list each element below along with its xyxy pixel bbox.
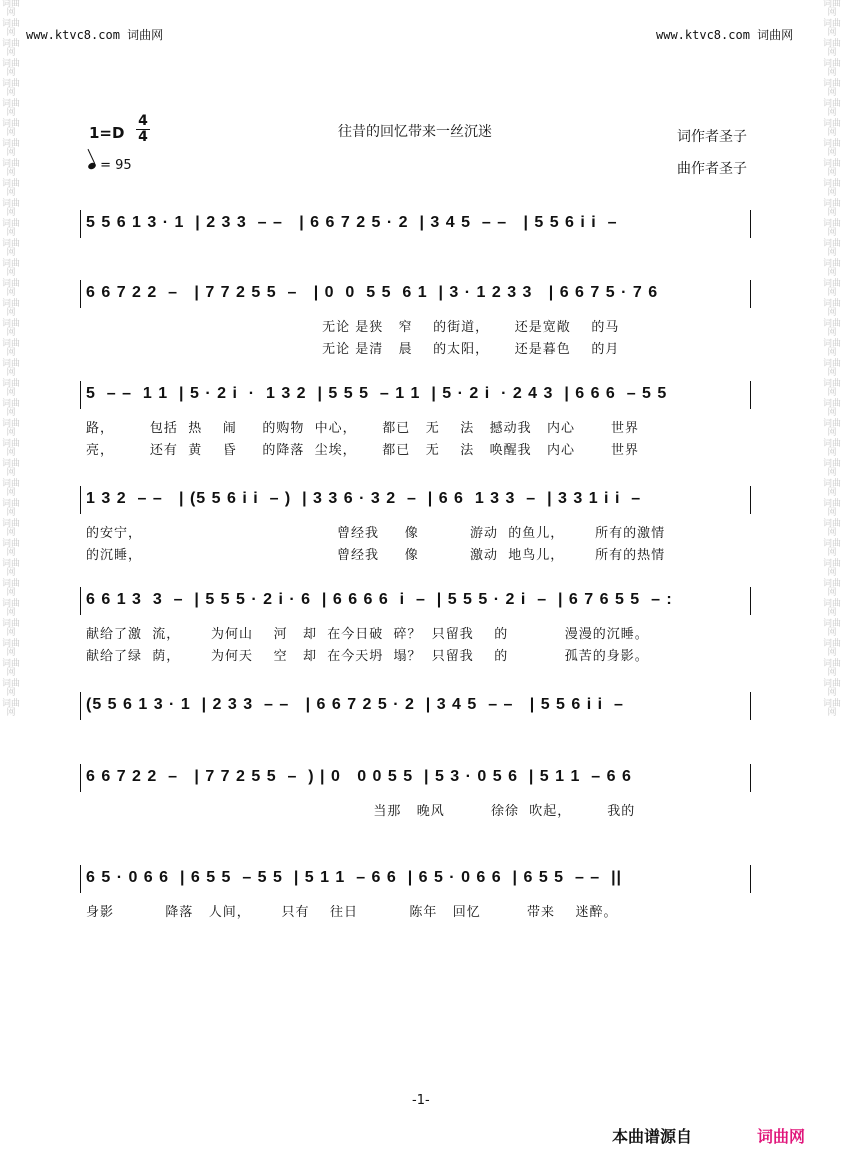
bar-line bbox=[80, 210, 81, 238]
source-logo[interactable]: 词曲网 bbox=[757, 1127, 806, 1146]
edge-watermark-text: 词曲网 bbox=[823, 479, 841, 498]
notation-line: 5 – – 1 1 | 5 · 2 i · 1 3 2 | 5 5 5 – 1 1 | 5 · 2 i · 2 4 3 | 6 6 6 – 5 5 bbox=[86, 385, 668, 402]
time-signature-top: 4 bbox=[138, 113, 148, 129]
edge-watermark-text: 词曲网 bbox=[2, 79, 20, 98]
edge-watermark-text: 词曲网 bbox=[2, 59, 20, 78]
edge-watermark-text: 词曲网 bbox=[2, 559, 20, 578]
edge-watermark-text: 词曲网 bbox=[823, 319, 841, 338]
bar-line bbox=[750, 764, 751, 792]
notation-line: 6 6 1 3 3 – | 5 5 5 · 2 i · 6 | 6 6 6 6 i – | 5 5 5 · 2 i – | 6 7 6 5 5 – : bbox=[86, 591, 673, 608]
edge-watermark-text: 词曲网 bbox=[2, 39, 20, 58]
edge-watermark-text: 词曲网 bbox=[2, 599, 20, 618]
edge-watermark-text: 词曲网 bbox=[2, 679, 20, 698]
edge-watermark-text: 词曲网 bbox=[823, 139, 841, 158]
edge-watermark-text: 词曲网 bbox=[823, 359, 841, 378]
edge-watermark-text: 词曲网 bbox=[823, 579, 841, 598]
edge-watermark-text: 词曲网 bbox=[2, 179, 20, 198]
edge-watermark-text: 词曲网 bbox=[2, 639, 20, 658]
edge-watermark-text: 词曲网 bbox=[823, 79, 841, 98]
edge-watermark-text: 词曲网 bbox=[2, 439, 20, 458]
edge-watermark-text: 词曲网 bbox=[2, 99, 20, 118]
bar-line bbox=[80, 381, 81, 409]
edge-watermark-text: 词曲网 bbox=[823, 659, 841, 678]
edge-watermark-text: 词曲网 bbox=[2, 659, 20, 678]
edge-watermark-text: 词曲网 bbox=[823, 299, 841, 318]
edge-watermark-text: 词曲网 bbox=[2, 699, 20, 718]
lyric-line: 当那 晚风 徐徐 吹起， 我的 bbox=[86, 804, 636, 819]
source-label: 本曲谱源自 bbox=[612, 1127, 693, 1146]
edge-watermark-text: 词曲网 bbox=[823, 639, 841, 658]
edge-watermark-text: 词曲网 bbox=[823, 379, 841, 398]
edge-watermark-text: 词曲网 bbox=[823, 279, 841, 298]
edge-watermark-text: 词曲网 bbox=[2, 499, 20, 518]
bar-line bbox=[750, 587, 751, 615]
edge-watermark-text: 词曲网 bbox=[2, 459, 20, 478]
lyric-line: 亮， 还有 黄 昏 的降落 尘埃， 都已 无 法 唤醒我 内心 世界 bbox=[86, 443, 639, 458]
bar-line bbox=[750, 865, 751, 893]
quarter-note-icon bbox=[87, 162, 97, 171]
edge-watermark-text: 词曲网 bbox=[2, 0, 20, 18]
bar-line bbox=[80, 280, 81, 308]
page-number: -1- bbox=[412, 1093, 430, 1108]
bar-line bbox=[80, 764, 81, 792]
edge-watermark-text: 词曲网 bbox=[823, 59, 841, 78]
bar-line bbox=[80, 587, 81, 615]
notation-line: 1 3 2 – – | (5 5 6 i i – ) | 3 3 6 · 3 2 – | 6 6 1 3 3 – | 3 3 1 i i – bbox=[86, 490, 642, 507]
edge-watermark-text: 词曲网 bbox=[2, 479, 20, 498]
edge-watermark-text: 词曲网 bbox=[823, 539, 841, 558]
edge-watermark-text: 词曲网 bbox=[2, 239, 20, 258]
lyric-line: 身影 降落 人间， 只有 往日 陈年 回忆 带来 迷醉。 bbox=[86, 905, 618, 920]
edge-watermark-text: 词曲网 bbox=[823, 439, 841, 458]
lyric-line: 无论 是狭 窄 的街道， 还是宽敞 的马 bbox=[86, 320, 620, 335]
edge-watermark-text: 词曲网 bbox=[823, 159, 841, 178]
edge-watermark-text: 词曲网 bbox=[2, 299, 20, 318]
edge-watermark-text: 词曲网 bbox=[823, 259, 841, 278]
edge-watermark-text: 词曲网 bbox=[2, 379, 20, 398]
tempo-marking bbox=[88, 158, 132, 173]
edge-watermark-text: 词曲网 bbox=[2, 199, 20, 218]
bar-line bbox=[80, 692, 81, 720]
edge-watermark-text: 词曲网 bbox=[2, 579, 20, 598]
bar-line bbox=[80, 865, 81, 893]
notation-line: 5 5 6 1 3 · 1 | 2 3 3 – – | 6 6 7 2 5 · 2 | 3 4 5 – – | 5 5 6 i i – bbox=[86, 214, 618, 231]
edge-watermark-text: 词曲网 bbox=[2, 279, 20, 298]
edge-watermark-text: 词曲网 bbox=[2, 259, 20, 278]
notation-line: 6 6 7 2 2 – | 7 7 2 5 5 – ) | 0 0 0 5 5 | 5 3 · 0 5 6 | 5 1 1 – 6 6 bbox=[86, 768, 632, 785]
edge-watermark-text: 词曲网 bbox=[823, 419, 841, 438]
bar-line bbox=[80, 486, 81, 514]
song-title: 往昔的回忆带来一丝沉迷 bbox=[338, 124, 492, 140]
edge-watermark-text: 词曲网 bbox=[823, 559, 841, 578]
bar-line bbox=[750, 486, 751, 514]
edge-watermark-text: 词曲网 bbox=[823, 199, 841, 218]
edge-watermark-text: 词曲网 bbox=[823, 179, 841, 198]
time-signature bbox=[136, 114, 150, 145]
bar-line bbox=[750, 210, 751, 238]
edge-watermark-text: 词曲网 bbox=[2, 159, 20, 178]
lyric-line: 无论 是清 晨 的太阳， 还是暮色 的月 bbox=[86, 342, 620, 357]
edge-watermark-text: 词曲网 bbox=[2, 399, 20, 418]
notation-line: (5 5 6 1 3 · 1 | 2 3 3 – – | 6 6 7 2 5 · 2 | 3 4 5 – – | 5 5 6 i i – bbox=[86, 696, 624, 713]
edge-watermark-text: 词曲网 bbox=[2, 119, 20, 138]
site-url-right[interactable]: www.ktvc8.com 词曲网 bbox=[656, 28, 794, 42]
edge-watermark-text: 词曲网 bbox=[823, 459, 841, 478]
bar-line bbox=[750, 692, 751, 720]
edge-watermark-text: 词曲网 bbox=[823, 339, 841, 358]
edge-watermark-text: 词曲网 bbox=[823, 19, 841, 38]
edge-watermark-text: 词曲网 bbox=[823, 99, 841, 118]
edge-watermark-text: 词曲网 bbox=[823, 219, 841, 238]
left-edge-watermark bbox=[2, 0, 20, 1172]
edge-watermark-text: 词曲网 bbox=[823, 499, 841, 518]
edge-watermark-text: 词曲网 bbox=[823, 39, 841, 58]
edge-watermark-text: 词曲网 bbox=[823, 0, 841, 18]
right-edge-watermark bbox=[823, 0, 841, 1172]
edge-watermark-text: 词曲网 bbox=[823, 399, 841, 418]
time-signature-bottom: 4 bbox=[138, 129, 148, 145]
edge-watermark-text: 词曲网 bbox=[823, 699, 841, 718]
lyric-line: 献给了激 流， 为何山 河 却 在今日破 碎？ 只留我 的 漫漫的沉睡。 bbox=[86, 627, 649, 642]
edge-watermark-text: 词曲网 bbox=[2, 139, 20, 158]
lyric-line: 的沉睡， 曾经我 像 激动 地鸟儿， 所有的热情 bbox=[86, 548, 666, 563]
edge-watermark-text: 词曲网 bbox=[823, 519, 841, 538]
edge-watermark-text: 词曲网 bbox=[2, 19, 20, 38]
edge-watermark-text: 词曲网 bbox=[2, 219, 20, 238]
bar-line bbox=[750, 280, 751, 308]
bar-line bbox=[750, 381, 751, 409]
edge-watermark-text: 词曲网 bbox=[823, 619, 841, 638]
notation-line: 6 5 · 0 6 6 | 6 5 5 – 5 5 | 5 1 1 – 6 6 | 6 5 · 0 6 6 | 6 5 5 – – || bbox=[86, 869, 623, 886]
site-url-left[interactable]: www.ktvc8.com 词曲网 bbox=[26, 28, 164, 42]
lyric-line: 路， 包括 热 闹 的购物 中心， 都已 无 法 撼动我 内心 世界 bbox=[86, 421, 639, 436]
edge-watermark-text: 词曲网 bbox=[823, 119, 841, 138]
edge-watermark-text: 词曲网 bbox=[2, 359, 20, 378]
edge-watermark-text: 词曲网 bbox=[823, 239, 841, 258]
lyricist-credit: 词作者圣子 bbox=[677, 129, 747, 145]
composer-credit: 曲作者圣子 bbox=[677, 161, 747, 177]
edge-watermark-text: 词曲网 bbox=[2, 519, 20, 538]
edge-watermark-text: 词曲网 bbox=[2, 619, 20, 638]
key-signature: 1=D bbox=[89, 124, 125, 142]
tempo-value: = 95 bbox=[100, 158, 132, 173]
notation-line: 6 6 7 2 2 – | 7 7 2 5 5 – | 0 0 5 5 6 1 | 3 · 1 2 3 3 | 6 6 7 5 · 7 6 bbox=[86, 284, 659, 301]
edge-watermark-text: 词曲网 bbox=[2, 319, 20, 338]
edge-watermark-text: 词曲网 bbox=[823, 599, 841, 618]
edge-watermark-text: 词曲网 bbox=[2, 539, 20, 558]
lyric-line: 的安宁， 曾经我 像 游动 的鱼儿， 所有的激情 bbox=[86, 526, 666, 541]
edge-watermark-text: 词曲网 bbox=[2, 339, 20, 358]
edge-watermark-text: 词曲网 bbox=[823, 679, 841, 698]
lyric-line: 献给了绿 荫， 为何天 空 却 在今天坍 塌？ 只留我 的 孤苦的身影。 bbox=[86, 649, 649, 664]
edge-watermark-text: 词曲网 bbox=[2, 419, 20, 438]
